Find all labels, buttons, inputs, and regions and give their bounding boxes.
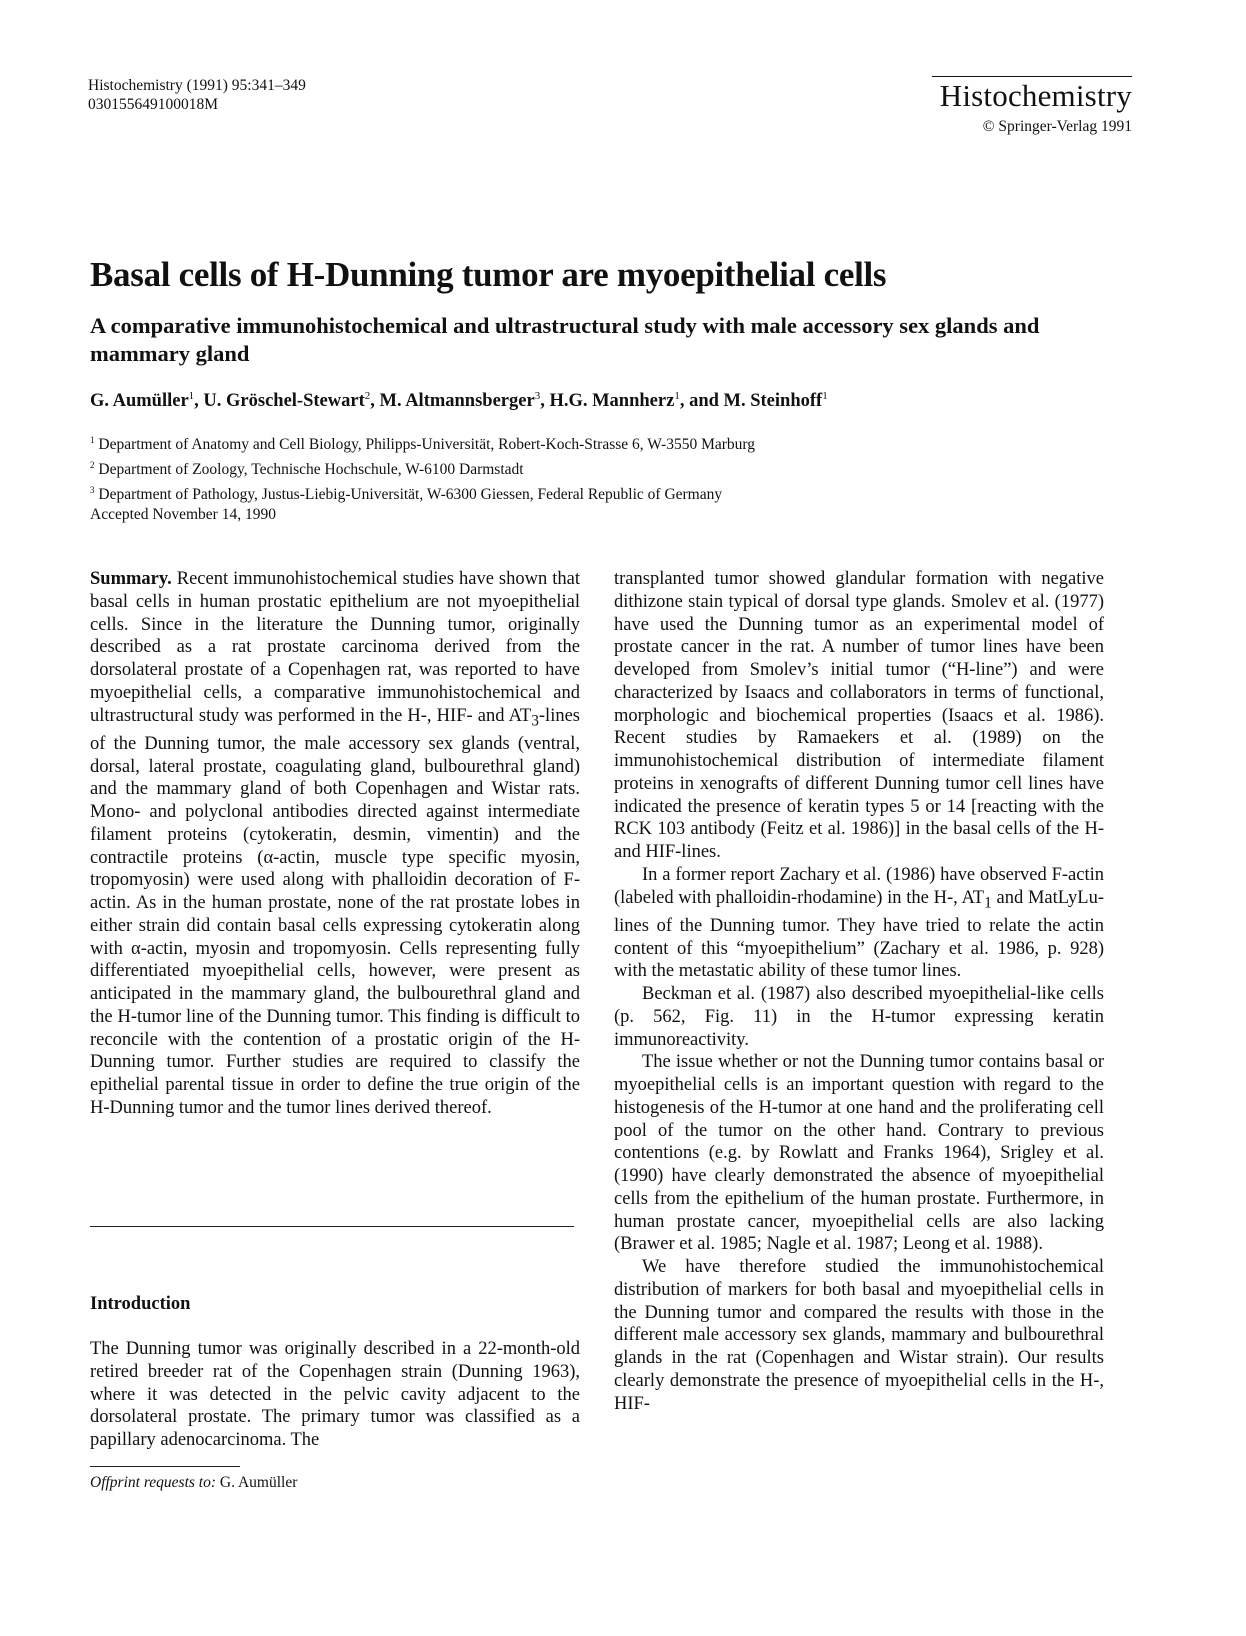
author-separator: , [370,391,380,412]
right-column [614,568,1104,1415]
affiliation-item [90,480,1150,505]
journal-citation [88,76,306,114]
affiliation-list [90,430,1150,505]
affiliation-item [90,455,1150,480]
author-name: M. Steinhoff [723,391,823,412]
summary-paragraph [90,568,580,1120]
affiliation-number: 2 [90,460,95,471]
journal-name: Histochemistry [939,78,1132,113]
summary-text-part: Recent immunohistochemical studies have shown that basal cells in human prostatic epithelium are not myoepithelial cells. Since in the literature the Dunning tumor, originally described as a rat prostate carcinoma derived from the dorsolateral prostate of a Copenhagen rat, was reported to have myoepithelial cells, a comparative immunohistochemical and ultrastructural study was performed in the H-, HIF- and AT [90,569,580,726]
introduction-paragraph: The Dunning tumor was originally described in a 22-month-old retired breeder rat of the Copenhagen strain (Dunning 1963), where it was detected in the pelvic cavity adjacent to the dorsolateral prostate. The primary tumor was classified as a papillary adenocarcinoma. The [90,1339,580,1450]
summary-subscript: 3 [531,712,539,730]
body-text-part: and MatLyLu-lines of the Dunning tumor. They have tried to relate the actin content of this “myoepithelium” (Zachary et al. 1986, p. 928) with the metastatic ability of these tumor lines. [614,887,1104,982]
author-affil-ref: 2 [364,390,371,402]
body-paragraph: We have therefore studied the immunohistochemical distribution of markers for both basal and myoepithelial cells in the Dunning tumor and compared the results with those in the different male accessory sex glands, mammary and bulbourethral glands in the rat (Copenhagen and Wistar strain). Our results clearly demonstrate the presence of myoepithelial cells in the H-, HIF- [614,1257,1104,1414]
author-name: H.G. Mannherz [549,391,675,412]
summary-text-part: -lines of the Dunning tumor, the male accessory sex glands (ventral, dorsal, lateral prostate, coagulating gland, bulbourethral gland) and the mammary gland of both Copenhagen and Wistar rats. Mono- and polyclonal antibodies directed against intermediate filament proteins (cytokeratin, desmin, vimentin) and the contractile proteins (α-actin, muscle type specific myosin, tropomyosin) were used along with phalloidin decoration of F-actin. As in the human prostate, none of the rat prostate lobes in either strain did contain basal cells expressing cytokeratin along with α-actin, myosin and tropomyosin. Cells representing fully differentiated myoepithelial cells, however, were present as anticipated in the mammary gland, the bulbourethral gland and the H-tumor line of the Dunning tumor. This finding is difficult to reconcile with the contention of a prostatic origin of the H-Dunning tumor. Further studies are required to classify the epithelial parental tissue in order to define the true origin of the H-Dunning tumor and the tumor lines derived thereof. [90,705,580,1118]
author-separator: , [194,391,204,412]
summary-label: Summary. [90,569,172,589]
author-name: M. Altmannsberger [379,391,535,412]
affiliation-number: 3 [90,485,95,496]
article-code: 030155649100018M [88,96,219,113]
author-affil-ref: 1 [188,390,195,402]
footnote-label: Offprint requests to: [90,1474,217,1491]
publisher-line: © Springer-Verlag 1991 [982,118,1132,135]
footnote [90,1474,297,1492]
author-name: G. Aumüller [90,391,189,412]
author-separator: , and [679,391,724,412]
affiliation-number: 1 [90,435,95,445]
affiliation-text: Department of Anatomy and Cell Biology, Philipps-Universität, Robert-Koch-Strasse 6, W-3550 Marburg [98,436,756,454]
affiliation-text: Department of Zoology, Technische Hochschule, W-6100 Darmstadt [98,461,524,479]
affiliation-item [90,430,1150,455]
introduction-section [90,1338,580,1452]
body-paragraph: Beckman et al. (1987) also described myoepithelial-like cells (p. 562, Fig. 11) in the H-tumor expressing keratin immunoreactivity. [614,984,1104,1050]
body-paragraph [614,864,1104,983]
article-subtitle: A comparative immunohistochemical and ultrastructural study with male accessory sex glands and mammary gland [90,313,1040,366]
author-separator: , [540,391,550,412]
author-affil-ref: 1 [674,390,680,402]
article-title: Basal cells of H-Dunning tumor are myoepithelial cells [90,255,887,294]
author-affil-ref: 3 [534,390,541,402]
journal-brand [932,74,1132,136]
author-name: U. Gröschel-Stewart [203,391,365,412]
author-list [90,390,1150,412]
body-paragraph: transplanted tumor showed glandular formation with negative dithizone stain typical of dorsal type glands. Smolev et al. (1977) have used the Dunning tumor as an experimental model of prostate cancer in the rat. A number of tumor lines have been developed from Smolev’s initial tumor (“H-line”) and were characterized by Isaacs and collaborators in terms of functional, morphologic and biochemical properties (Isaacs et al. 1986). Recent studies by Ramaekers et al. (1989) on the immunohistochemical distribution of intermediate filament proteins in xenografts of different Dunning tumor cell lines have indicated the presence of keratin types 5 or 14 [reacting with the RCK 103 antibody (Feitz et al. 1986)] in the basal cells of the H- and HIF-lines. [614,569,1104,862]
summary-section [90,568,580,1120]
brand-top-rule [932,76,1132,77]
body-text-part: In a former report Zachary et al. (1986) have observed F-actin (labeled with phalloidin-rhodamine) in the H-, AT [614,864,1104,908]
affiliation-text: Department of Pathology, Justus-Liebig-Universität, W-6300 Giessen, Federal Republic of Germany [98,486,723,504]
body-paragraph: The issue whether or not the Dunning tumor contains basal or myoepithelial cells is an important question with regard to the histogenesis of the H-tumor at one hand and the proliferating cell pool of the tumor on the other hand. Contrary to previous contentions (e.g. by Rowlatt and Franks 1964), Srigley et al. (1990) have clearly demonstrated the absence of myoepithelial cells from the epithelium of the human prostate. Furthermore, in human prostate cancer, myoepithelial cells are also lacking (Brawer et al. 1985; Nagle et al. 1987; Leong et al. 1988). [614,1052,1104,1255]
body-subscript: 1 [984,894,992,912]
accepted-date: Accepted November 14, 1990 [90,506,276,523]
section-divider [90,1226,574,1227]
author-affil-ref: 1 [822,390,828,402]
footnote-text: G. Aumüller [216,1474,298,1491]
introduction-heading: Introduction [90,1294,191,1314]
citation-line: Histochemistry (1991) 95:341–349 [88,77,306,94]
footnote-rule [90,1466,240,1467]
